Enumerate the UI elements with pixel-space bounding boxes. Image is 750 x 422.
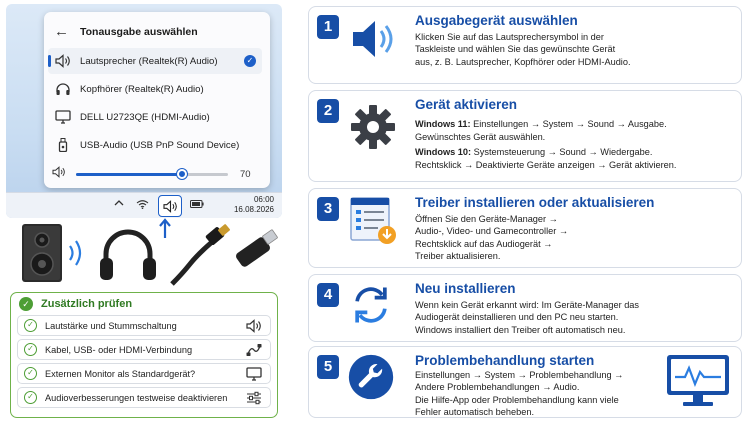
device-label: Lautsprecher (Realtek(R) Audio) [80,55,218,67]
check-circle-icon: ✓ [24,391,37,404]
step-line: Windows installiert den Treiber oft automatisch neu. [415,324,626,335]
os-label: Windows 11: [415,119,471,129]
volume-slider-thumb[interactable] [177,169,187,179]
cable-icon [246,343,262,357]
step-line: Klicken Sie auf das Lautsprechersymbol in der [415,32,604,42]
check-item-volume [17,315,271,336]
device-label: DELL U2723QE (HDMI-Audio) [80,111,210,123]
os-label: Windows 10: [415,147,472,158]
check-item-label: Externen Monitor als Standardgerät? [45,368,196,379]
battery-icon[interactable] [190,200,204,211]
step-line: Audio-, Video- und Gamecontroller → [415,226,569,237]
step-line: Treiber aktualisieren. [415,250,501,261]
hdmi-cable-icon [172,224,230,284]
back-arrow-icon[interactable]: ← [54,23,69,40]
step-line: Gewünschtes Gerät auswählen. [415,131,546,142]
step-description [415,369,623,418]
desktop-preview [6,4,282,218]
check-circle-icon: ✓ [24,367,37,380]
step-1-card [308,6,742,84]
clock-date: 16.08.2026 [233,205,274,214]
monitor-icon [246,367,262,381]
device-item-monitor[interactable] [48,104,262,130]
step-line: Wenn kein Gerät erkannt wird: Im Geräte-Manager das [415,300,640,310]
speaker-icon [246,319,262,333]
step-line: aus, z. B. Lautsprecher, Kopfhörer oder HDMI-Audio. [415,56,631,67]
step-line: Einstellungen → System → Problembehandlung → [415,370,624,380]
device-label: USB-Audio (USB PnP Sound Device) [80,139,240,151]
step-line: Fehler automatisch beheben. [415,406,535,417]
step-line: Rechtsklick auf das Audiogerät → [415,238,553,249]
taskbar [6,192,282,218]
step-4-card [308,274,742,342]
step-2-card [308,90,742,182]
taskbar-clock[interactable] [234,195,274,215]
speaker-icon [347,13,399,65]
check-circle-icon: ✓ [24,343,37,356]
sliders-icon [246,391,262,405]
taskbar-speaker-button[interactable] [158,195,182,217]
step-number: 3 [317,197,339,221]
device-item-headphones[interactable] [48,76,262,102]
volume-value: 70 [240,168,251,180]
monitor-diagnostics-icon [663,353,733,411]
checks-header [11,293,277,315]
refresh-icon [347,281,395,329]
check-item-label: Audioverbesserungen testweise deaktivieren [45,392,228,403]
step-line: Öffnen Sie den Geräte-Manager → [415,214,558,224]
step-line-w10 [415,146,676,159]
selected-check-icon: ✓ [244,55,256,67]
step-title: Neu installieren [415,281,516,296]
checks-title: Zusätzlich prüfen [41,298,133,310]
check-item-enhancements [17,387,271,408]
chevron-up-icon[interactable] [114,199,124,210]
driver-update-icon [347,195,399,247]
step-line: Die Hilfe-App oder Problembehandlung kann viele [415,394,619,405]
step-title: Gerät aktivieren [415,97,518,112]
audio-devices-illustration [14,222,284,286]
step-description [415,299,639,336]
step-text: Einstellungen → System → Sound → Ausgabe. [470,119,667,129]
step-title: Ausgabegerät auswählen [415,13,578,28]
usb-stick-icon [234,229,277,268]
gear-icon [347,101,399,153]
speaker-box-icon [22,224,80,282]
wifi-icon[interactable] [136,199,149,212]
step-line: Taskleiste und wählen Sie das gewünschte Gerät [415,44,616,55]
step-5-card [308,346,742,418]
step-number: 2 [317,99,339,123]
speaker-icon [52,54,74,68]
step-line: Andere Problembehandlungen → Audio. [415,382,580,393]
clock-time: 06:00 [253,195,274,204]
device-item-usb-audio[interactable] [48,132,262,158]
step-description [415,31,631,68]
volume-slider[interactable] [76,173,228,176]
check-item-monitor [17,363,271,384]
step-3-card [308,188,742,268]
step-number: 1 [317,15,339,39]
check-item-label: Kabel, USB- oder HDMI-Verbindung [45,344,193,355]
monitor-icon [52,110,74,124]
volume-control [52,166,262,182]
additional-checks-panel [10,292,278,418]
step-description [415,213,568,262]
step-line-w11 [415,118,676,131]
step-title: Treiber installieren oder aktualisieren [415,195,655,210]
volume-fill [76,173,182,176]
flyout-header [54,24,264,40]
volume-speaker-icon[interactable] [52,165,66,183]
step-line: Rechtsklick → Deaktivierte Geräte anzeigen → Gerät aktivieren. [415,159,677,170]
step-number: 4 [317,283,339,307]
headphones-image-icon [100,232,156,280]
check-item-label: Lautstärke und Stummschaltung [45,320,177,331]
step-line: Audiogerät deinstallieren und den PC neu starten. [415,312,619,323]
wrench-icon [347,353,395,401]
step-description [415,118,676,171]
device-label: Kopfhörer (Realtek(R) Audio) [80,83,204,95]
headphones-icon [52,82,74,96]
check-item-cable [17,339,271,360]
flyout-title: Tonausgabe auswählen [80,26,198,38]
check-circle-icon: ✓ [24,319,37,332]
step-text: Systemsteuerung → Sound → Wiedergabe. [471,147,653,158]
step-title: Problembehandlung starten [415,353,595,368]
speaker-icon [163,200,178,213]
step-number: 5 [317,355,339,379]
usb-device-icon [52,138,74,152]
sound-output-flyout [44,12,270,188]
green-check-icon: ✓ [19,297,33,311]
device-item-speakers[interactable] [48,48,262,74]
